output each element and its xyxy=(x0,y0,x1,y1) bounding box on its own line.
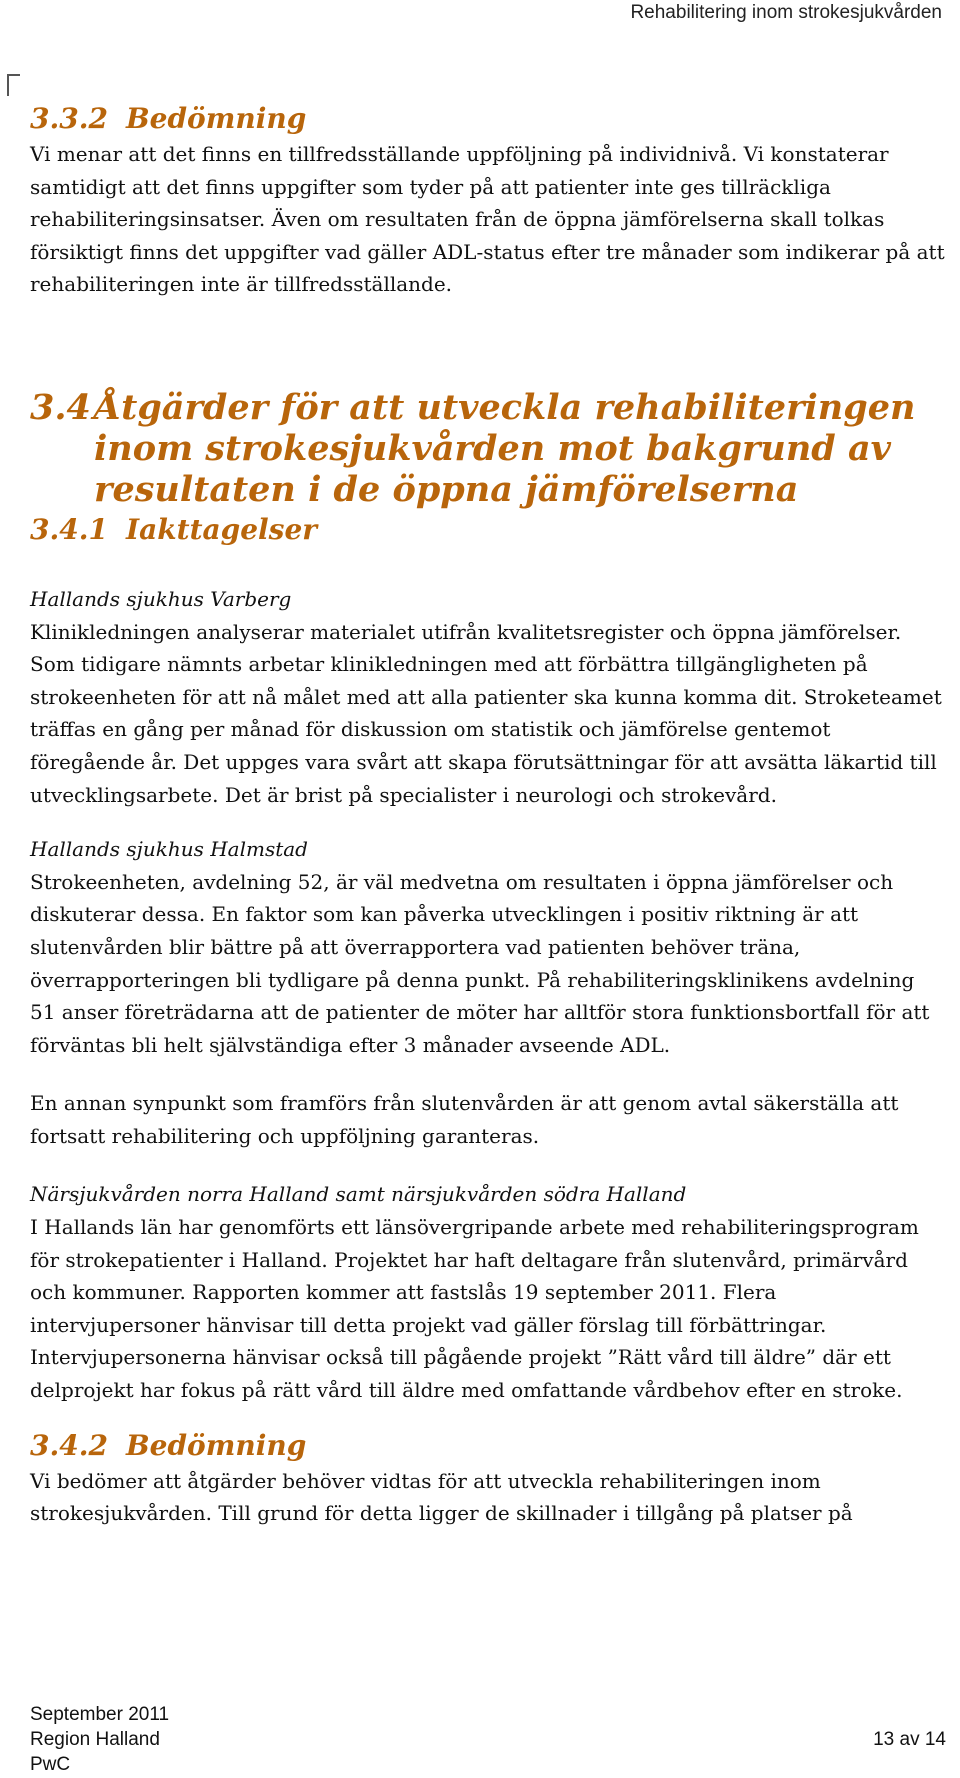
section-number: 3.3.2 xyxy=(30,102,108,135)
section-title: Bedömning xyxy=(126,102,307,135)
section-3-4-2-heading xyxy=(30,1427,946,1465)
section-3-3-2-heading xyxy=(30,100,946,138)
halmstad-heading: Hallands sjukhus Halmstad xyxy=(30,837,308,862)
narsjukvarden-paragraph: I Hallands län har genomförts ett länsövergripande arbete med rehabiliteringsprogram för strokepatienter i Halland. Projektet har haft deltagare från slutenvård, primärvård och kommuner. Rapporten kommer att fastslås 19 september 2011. Flera intervjupersoner hänvisar till detta projekt vad gäller förslag till förbättringar. Intervjupersonerna hänvisar också till pågående projekt ”Rätt vård till äldre” där ett delprojekt har fokus på rätt vård till äldre med omfattande vårdbehov efter en stroke. xyxy=(30,1215,919,1403)
section-3-4-heading xyxy=(30,387,946,510)
section-title: Iakttagelser xyxy=(126,512,318,546)
footer-organization: Region Halland xyxy=(30,1729,160,1750)
page-footer xyxy=(30,1702,946,1777)
corner-mark xyxy=(7,74,20,96)
section-title: Bedömning xyxy=(126,1428,307,1462)
section-number: 3.4.2 xyxy=(30,1428,108,1462)
halmstad-paragraph-2: En annan synpunkt som framförs från slutenvården är att genom avtal säkerställa att fortsatt rehabilitering och uppföljning garanteras. xyxy=(30,1091,899,1148)
varberg-heading: Hallands sjukhus Varberg xyxy=(30,586,292,611)
narsjukvarden-heading: Närsjukvården norra Halland samt närsjukvården södra Halland xyxy=(30,1182,687,1207)
page-number: 13 av 14 xyxy=(873,1729,946,1750)
footer-company: PwC xyxy=(30,1754,71,1775)
section-number: 3.4 xyxy=(30,386,91,428)
halmstad-paragraph-1: Strokeenheten, avdelning 52, är väl medvetna om resultaten i öppna jämförelser och diskuterar dessa. En faktor som kan påverka utvecklingen i positiv riktning är att slutenvården blir bättre på att överrapportera vad patienten behöver träna, överrapporteringen bli tydligare på denna punkt. På rehabiliteringsklinikens avdelning 51 anser företrädarna att de patienter de möter har alltför stora funktionsbortfall för att förväntas bli helt självständiga efter 3 månader avseende ADL. xyxy=(30,869,930,1057)
section-number: 3.4.1 xyxy=(30,512,108,546)
varberg-paragraph: Klinikledningen analyserar materialet utifrån kvalitetsregister och öppna jämförelser. Som tidigare nämnts arbetar klinikledningen med att förbättra tillgängligheten på strokeenheten för att nå målet med att alla patienter ska kunna komma dit. Stroketeamet träffas en gång per månad för diskussion om statistik och jämförelse gentemot föregående år. Det uppges vara svårt att skapa förutsättningar för att avsätta läkartid till utvecklingsarbete. Det är brist på specialister i neurologi och strokevård. xyxy=(30,619,942,807)
running-header: Rehabilitering inom strokesjukvården xyxy=(630,2,942,23)
bedomning-paragraph: Vi menar att det finns en tillfredsställande uppföljning på individnivå. Vi konstaterar samtidigt att det finns uppgifter som tyder på att patienter inte ges tillräckliga rehabiliteringsinsatser. Även om resultaten från de öppna jämförelserna skall tolkas försiktigt finns det uppgifter vad gäller ADL-status efter tre månader som indikerar på att rehabiliteringen inte är tillfredsställande. xyxy=(30,142,945,297)
bedomning-2-paragraph: Vi bedömer att åtgärder behöver vidtas för att utveckla rehabiliteringen inom strokesjukvården. Till grund för detta ligger de skillnader i tillgång på platser på xyxy=(30,1468,853,1526)
section-3-4-1-heading xyxy=(30,511,946,549)
footer-date: September 2011 xyxy=(30,1704,170,1725)
page-content xyxy=(30,100,946,1530)
section-title: Åtgärder för att utveckla rehabiliteringen inom strokesjukvården mot bakgrund av resultaten i de öppna jämförelserna xyxy=(94,386,916,510)
